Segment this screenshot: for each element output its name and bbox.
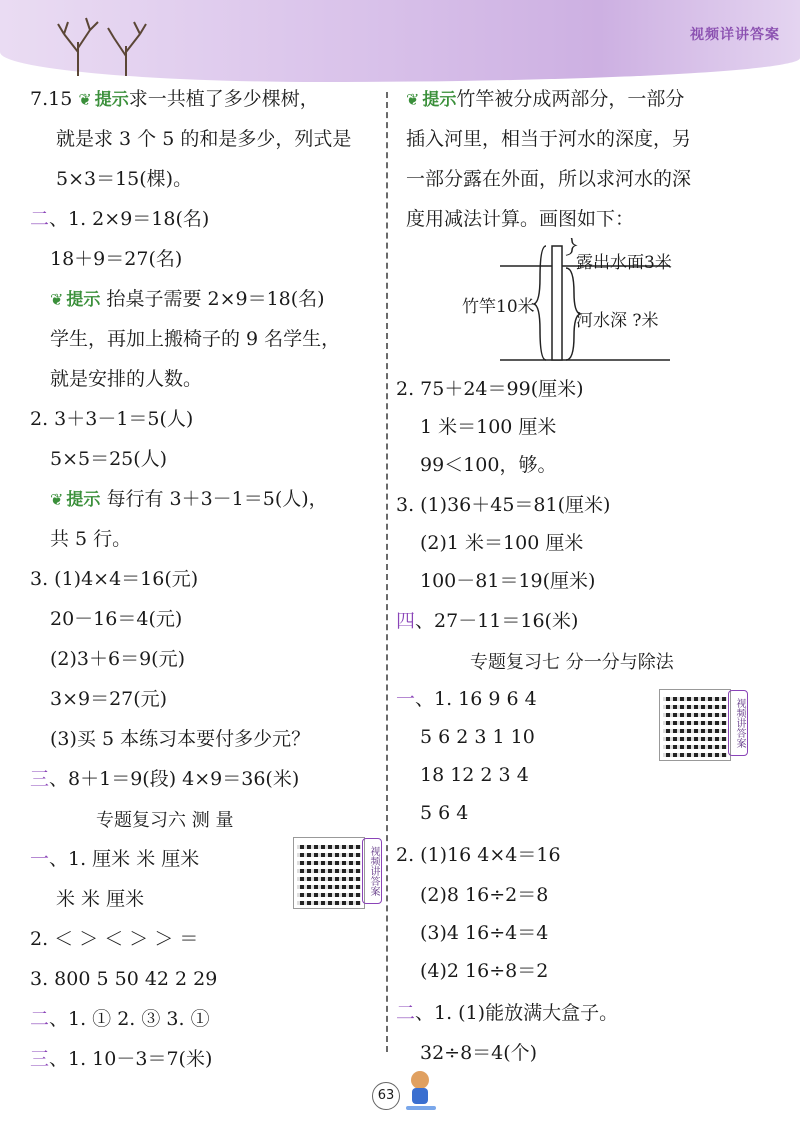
answer-line: 5 6 2 3 1 10 (420, 726, 535, 748)
answer-line: 32÷8＝4(个) (420, 1042, 538, 1064)
hint-line: ❦ 提示竹竿被分成两部分，一部分 (406, 88, 685, 110)
video-answer-tag: 视频讲答案 (362, 838, 382, 904)
hint-line: 一部分露在外面，所以求河水的深 (406, 168, 692, 190)
review-7-title: 专题复习七 分一分与除法 (470, 652, 674, 673)
right-q3: 3. (1)36＋45＝81(厘米) (396, 494, 611, 516)
right-q2: 2. 75＋24＝99(厘米) (396, 378, 584, 400)
diagram-depth-label: 河水深 ?米 (576, 311, 659, 331)
leaf-icon: ❦ (50, 290, 64, 309)
diagram-top-label: 露出水面3米 (576, 253, 672, 273)
hint-line: 就是求 3 个 5 的和是多少，列式是 (56, 128, 352, 150)
review-6-title: 专题复习六 测 量 (96, 810, 234, 831)
answer-line: 2. (1)16 4×4＝16 (396, 844, 561, 866)
review-6-s3: 三、1. 10－3＝7(米) (30, 1048, 213, 1070)
answer-line: 20－16＝4(元) (50, 608, 183, 630)
qr-code[interactable] (660, 690, 730, 760)
answer-line: 18＋9＝27(名) (50, 248, 183, 270)
answer-line: (3)4 16÷4＝4 (420, 922, 549, 944)
hint-line: 插入河里，相当于河水的深度，另 (406, 128, 692, 150)
review-7-s1: 一、1. 16 9 6 4 (396, 688, 537, 710)
review-7-s2: 二、1. (1)能放满大盒子。 (396, 1002, 619, 1024)
answer-line: 5×5＝25(人) (50, 448, 168, 470)
answer-line: (3)买 5 本练习本要付多少元？ (50, 728, 311, 750)
answer-line: (2)8 16÷2＝8 (420, 884, 549, 906)
column-divider (386, 92, 388, 1052)
answer-line: 99＜100，够。 (420, 454, 557, 476)
hint-line: ❦ 提示 抬桌子需要 2×9＝18(名) (50, 288, 325, 310)
video-answer-tag: 视频讲答案 (728, 690, 748, 756)
answer-line: 米 米 厘米 (56, 888, 145, 910)
right-section-4: 四、27－11＝16(米) (396, 610, 579, 632)
answer-line: (2)3＋6＝9(元) (50, 648, 186, 670)
leaf-icon: ❦ (78, 90, 92, 109)
section-2-q1: 二、1. 2×9＝18(名) (30, 208, 210, 230)
hint-line: 就是安排的人数。 (50, 368, 203, 390)
answer-line: 3. 800 5 50 42 2 29 (30, 968, 218, 990)
tree-illustration (48, 12, 158, 78)
answer-line: 3×9＝27(元) (50, 688, 168, 710)
question-7: 7.15 ❦ 提示求一共植了多少棵树， (30, 88, 319, 110)
review-6-s1-q1: 一、1. 厘米 米 厘米 (30, 848, 200, 870)
qr-code[interactable] (294, 838, 364, 908)
hint-line: 共 5 行。 (50, 528, 132, 550)
leaf-icon: ❦ (50, 490, 64, 509)
hint-line: ❦ 提示 每行有 3＋3－1＝5(人)， (50, 488, 328, 510)
page-header (0, 0, 800, 82)
answer-line: 5 6 4 (420, 802, 469, 824)
section-2-q3: 3. (1)4×4＝16(元) (30, 568, 199, 590)
page-number: 63 (372, 1082, 400, 1110)
video-answer-label: 视频详讲答案 (690, 27, 780, 43)
section-3: 三、8＋1＝9(段) 4×9＝36(米) (30, 768, 300, 790)
diagram-pole-label: 竹竿10米 (462, 297, 535, 317)
answer-line: (2)1 米＝100 厘米 (420, 532, 584, 554)
answer-line: 1 米＝100 厘米 (420, 416, 557, 438)
hint-line: 5×3＝15(棵)。 (56, 168, 193, 190)
hint-line: 学生，再加上搬椅子的 9 名学生， (50, 328, 341, 350)
answer-line: 100－81＝19(厘米) (420, 570, 596, 592)
answer-line: 18 12 2 3 4 (420, 764, 529, 786)
review-6-s2: 二、1. ① 2. ③ 3. ① (30, 1008, 210, 1030)
section-2-q2: 2. 3＋3－1＝5(人) (30, 408, 194, 430)
hint-line: 度用减法计算。画图如下： (406, 208, 635, 230)
answer-line: (4)2 16÷8＝2 (420, 960, 549, 982)
mascot-illustration (400, 1066, 440, 1116)
answer-line: 2. ＜ ＞ ＜ ＞ ＞ ＝ (30, 928, 199, 950)
leaf-icon: ❦ (406, 90, 420, 109)
